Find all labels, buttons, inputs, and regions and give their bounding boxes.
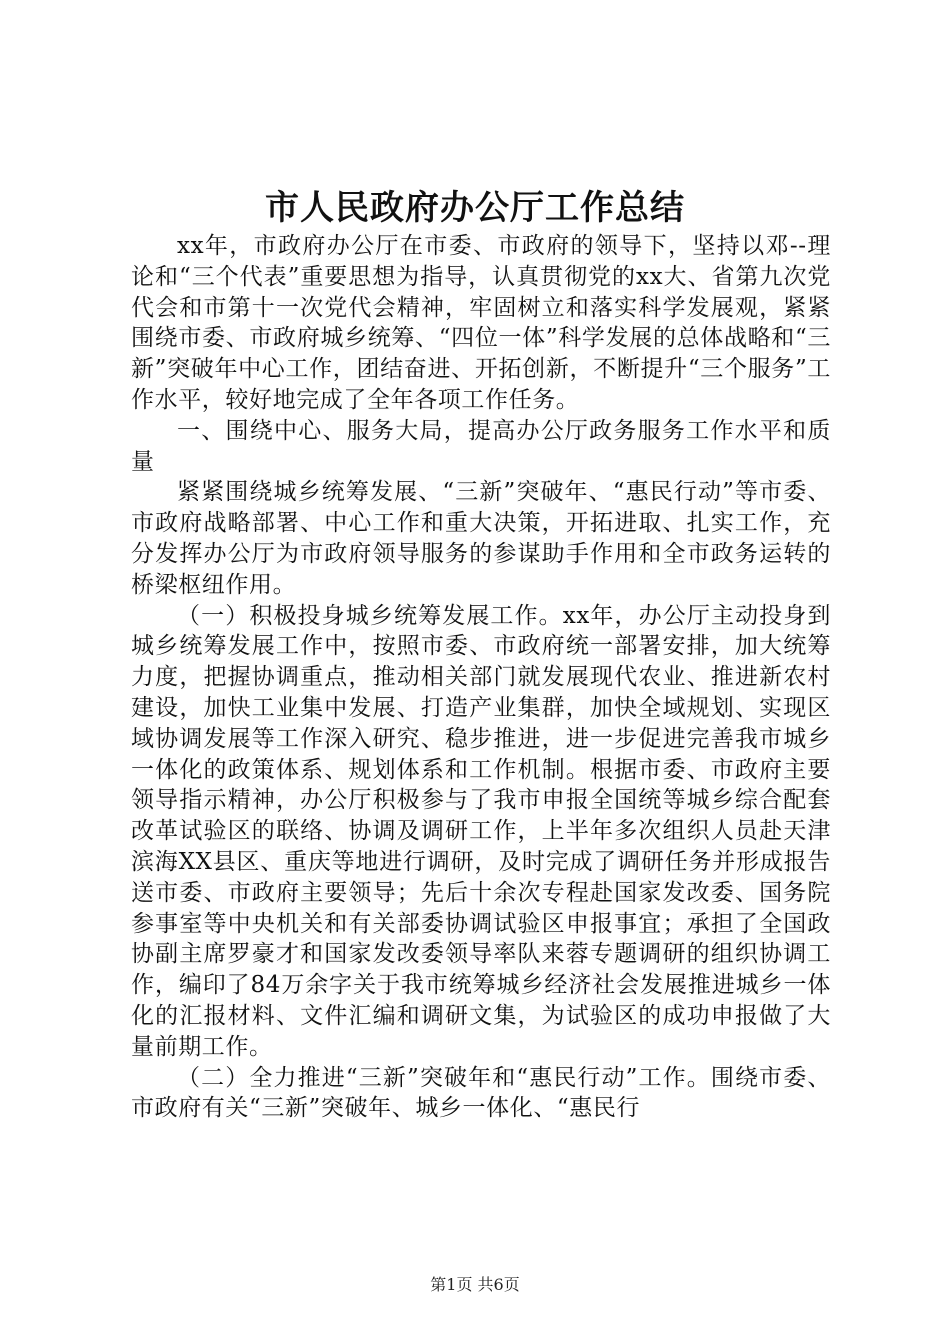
paragraph-subsection-1: （一）积极投身城乡统筹发展工作。xx年，办公厅主动投身到城乡统筹发展工作中，按照市委、市政府统一部署安排，加大统筹力度，把握协调重点，推动相关部门就发展现代农业、推进新农村建设，加快工业集中发展、打造产业集群，加快全域规划、实现区域协调发展等工作深入研究、稳步推进，进一步促进完善我市城乡一体化的政策体系、规划体系和工作机制。根据市委、市政府主要领导指示精神，办公厅积极参与了我市申报全国统等城乡综合配套改革试验区的联络、协调及调研工作，上半年多次组织人员赴天津滨海XX县区、重庆等地进行调研，及时完成了调研任务并形成报告送市委、市政府主要领导；先后十余次专程赴国家发改委、国务院参事室等中央机关和有关部委协调试验区申报事宜；承担了全国政协副主席罗豪才和国家发改委领导率队来蓉专题调研的组织协调工作，编印了84万余字关于我市统筹城乡经济社会发展推进城乡一体化的汇报材料、文件汇编和调研文集，为试验区的成功申报做了大量前期工作。 <box>131 602 831 1060</box>
paragraph-subsection-2: （二）全力推进“三新”突破年和“惠民行动”工作。围绕市委、市政府有关“三新”突破年、城乡一体化、“惠民行 <box>131 1064 831 1122</box>
document-title: 市人民政府办公厅工作总结 <box>265 188 685 228</box>
section-heading-1: 一、围绕中心、服务大局，提高办公厅政务服务工作水平和质量 <box>131 417 831 475</box>
paragraph-section-1: 紧紧围绕城乡统筹发展、“三新”突破年、“惠民行动”等市委、市政府战略部署、中心工作和重大决策，开拓进取、扎实工作，充分发挥办公厅为市政府领导服务的参谋助手作用和全市政务运转的桥梁枢纽作用。 <box>131 479 831 598</box>
page-footer: 第1页 共6页 <box>430 1275 520 1294</box>
document-body <box>131 231 831 1124</box>
paragraph-intro: xx年，市政府办公厅在市委、市政府的领导下，坚持以邓--理论和“三个代表”重要思想为指导，认真贯彻党的xx大、省第九次党代会和市第十一次党代会精神，牢固树立和落实科学发展观，紧紧围绕市委、市政府城乡统筹、“四位一体”科学发展的总体战略和“三新”突破年中心工作，团结奋进、开拓创新，不断提升“三个服务”工作水平，较好地完成了全年各项工作任务。 <box>131 233 831 413</box>
